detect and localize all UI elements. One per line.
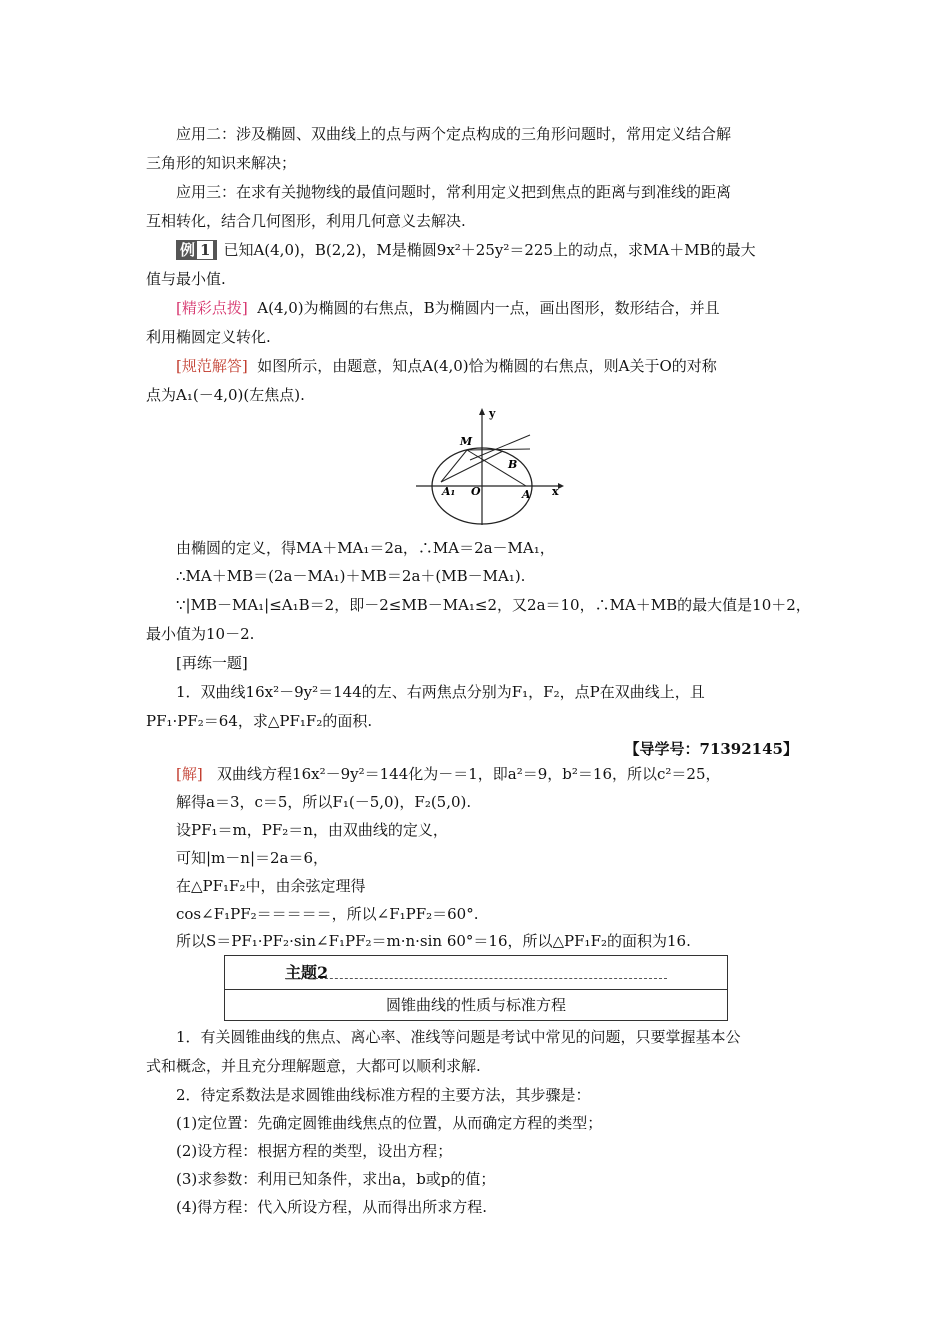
- app2-line2: 三角形的知识来解决；: [146, 154, 297, 172]
- solution-line4: ∴MA＋MB＝(2a－MA₁)＋MB＝2a＋(MB－MA₁).: [176, 567, 526, 585]
- practice-header: [再练一题]: [176, 654, 248, 672]
- label-M: M: [460, 435, 473, 448]
- step-1: (1)定位置：先确定圆锥曲线焦点的位置，从而确定方程的类型；: [176, 1114, 603, 1132]
- topic-subtitle: 圆锥曲线的性质与标准方程: [385, 996, 566, 1014]
- label-A: A: [522, 488, 531, 501]
- topic-dashed-rule: [285, 978, 667, 979]
- solution-label: [规范解答]: [176, 357, 248, 375]
- practice-solution-label: [解]: [176, 765, 203, 783]
- solution-line6: 最小值为10－2.: [146, 625, 255, 643]
- line-MB: [467, 449, 530, 450]
- app2-line1: 应用二：涉及椭圆、双曲线上的点与两个定点构成的三角形问题时，常用定义结合解: [176, 125, 732, 143]
- practice-solution-text: 双曲线方程16x²－9y²＝144化为－＝1，即a²＝9，b²＝16，所以c²＝25，: [217, 765, 721, 783]
- hint-text: A(4,0)为椭圆的右焦点，B为椭圆内一点，画出图形，数形结合，并且: [257, 299, 720, 317]
- label-x: x: [552, 485, 559, 498]
- label-O: O: [471, 485, 481, 498]
- x-axis-arrow: [558, 483, 564, 489]
- ellipse-figure: [410, 405, 570, 529]
- topic-banner-top: [225, 956, 727, 990]
- label-A1: A₁: [442, 485, 456, 498]
- practice-solution-line1: [176, 764, 721, 784]
- hint-line2: 利用椭圆定义转化.: [146, 328, 271, 346]
- example-badge-number: 1: [197, 241, 213, 259]
- solution-line3: 由椭圆的定义，得MA＋MA₁＝2a，∴MA＝2a－MA₁，: [176, 539, 555, 557]
- solution-line1: [176, 356, 717, 376]
- practice-question-line1: 1．双曲线16x²－9y²＝144的左、右两焦点分别为F₁，F₂，点P在双曲线上，且: [176, 683, 705, 701]
- label-B: B: [508, 458, 518, 471]
- practice-solution-line4: 可知|m－n|＝2a＝6，: [176, 849, 329, 867]
- practice-solution-line2: 解得a＝3，c＝5，所以F₁(－5,0)，F₂(5,0).: [176, 793, 472, 811]
- example-badge: [176, 240, 217, 260]
- hint-label: [精彩点拨]: [176, 299, 248, 317]
- label-y: y: [489, 407, 496, 420]
- guide-number: 【导学号：71392145】: [624, 740, 798, 758]
- practice-solution-line5: 在△PF₁F₂中，由余弦定理得: [176, 877, 366, 895]
- step-2: (2)设方程：根据方程的类型，设出方程；: [176, 1142, 453, 1160]
- topic-title: 主题2: [285, 963, 329, 982]
- hint-line1: [176, 298, 720, 318]
- example-line1: [176, 240, 756, 260]
- practice-solution-line3: 设PF₁＝m，PF₂＝n，由双曲线的定义，: [176, 821, 448, 839]
- step-3: (3)求参数：利用已知条件，求出a，b或p的值；: [176, 1170, 496, 1188]
- example-badge-text: 例: [180, 241, 196, 259]
- app3-line1: 应用三：在求有关抛物线的最值问题时，常利用定义把到焦点的距离与到准线的距离: [176, 183, 732, 201]
- solution-text: 如图所示，由题意，知点A(4,0)恰为椭圆的右焦点，则A关于O的对称: [257, 357, 717, 375]
- example-text: 已知A(4,0)，B(2,2)，M是椭圆9x²＋25y²＝225上的动点，求MA＋MB的最大: [223, 241, 756, 259]
- solution-line5: ∵|MB－MA₁|≤A₁B＝2，即－2≤MB－MA₁≤2，又2a＝10，∴MA＋MB的最大值是10＋2，: [176, 596, 811, 614]
- example-line2: 值与最小值.: [146, 270, 226, 288]
- topic-para2: 2．待定系数法是求圆锥曲线标准方程的主要方法，其步骤是：: [176, 1086, 591, 1104]
- practice-solution-line6: cos∠F₁PF₂＝＝＝＝＝，所以∠F₁PF₂＝60°.: [176, 905, 479, 923]
- solution-line2: 点为A₁(－4,0)(左焦点).: [146, 386, 305, 404]
- practice-solution-line7: 所以S＝PF₁·PF₂·sin∠F₁PF₂＝m·n·sin 60°＝16，所以△PF₁F₂的面积为16.: [176, 932, 691, 950]
- app3-line2: 互相转化，结合几何图形，利用几何意义去解决.: [146, 212, 466, 230]
- topic-para1-line2: 式和概念，并且充分理解题意，大都可以顺利求解.: [146, 1057, 481, 1075]
- topic-para1-line1: 1．有关圆锥曲线的焦点、离心率、准线等问题是考试中常见的问题，只要掌握基本公: [176, 1028, 741, 1046]
- y-axis-arrow: [479, 408, 485, 415]
- topic-banner: [224, 955, 728, 1021]
- step-4: (4)得方程：代入所设方程，从而得出所求方程.: [176, 1198, 488, 1216]
- practice-question-line2: PF₁·PF₂＝64，求△PF₁F₂的面积.: [146, 712, 373, 730]
